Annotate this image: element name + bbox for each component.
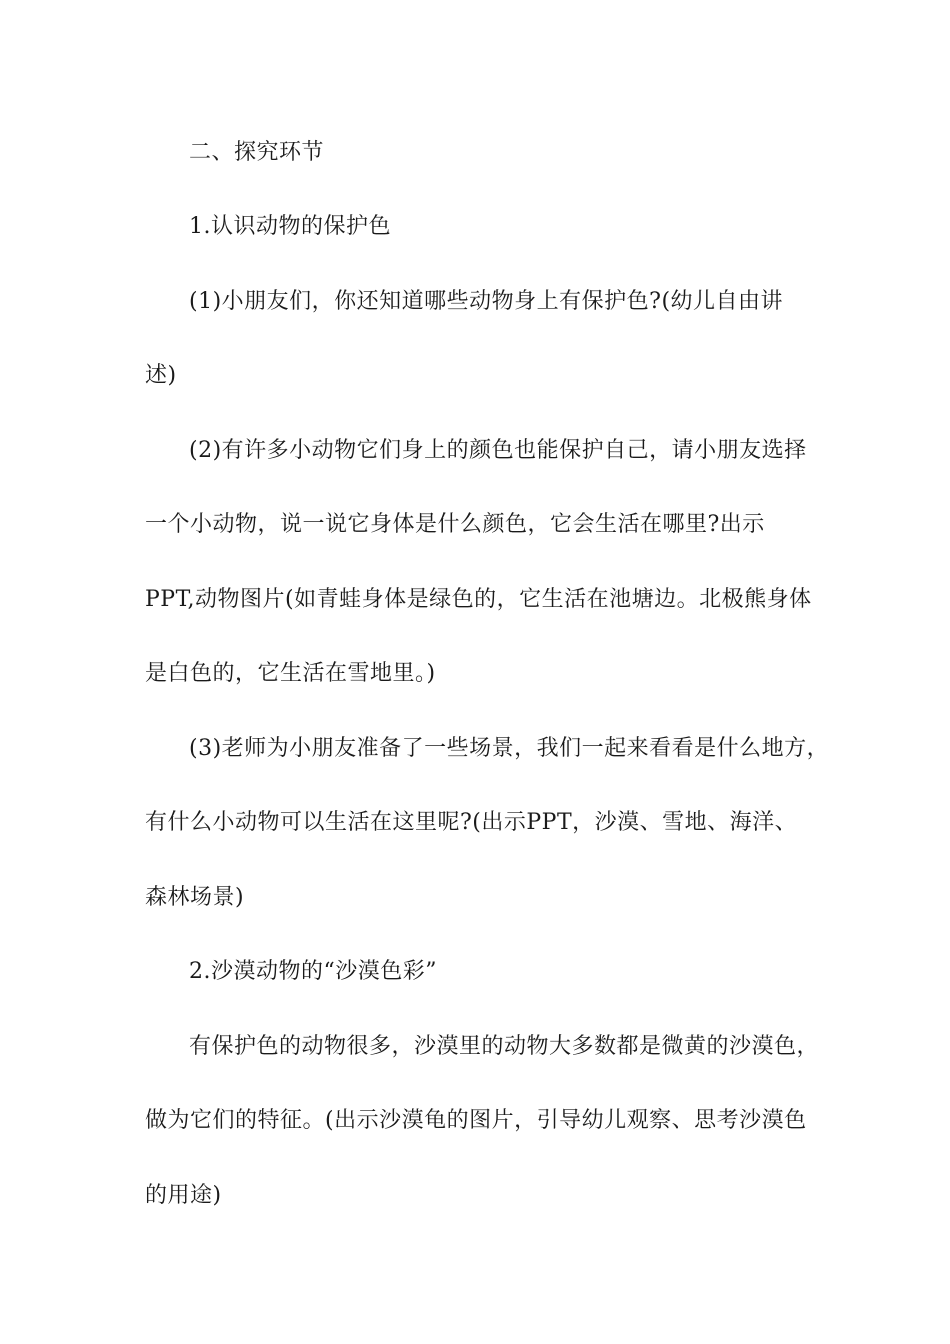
paragraph-line: 有什么小动物可以生活在这里呢?(出示PPT，沙漠、雪地、海洋、: [145, 810, 798, 835]
paragraph-line: 有保护色的动物很多，沙漠里的动物大多数都是微黄的沙漠色，: [189, 1034, 820, 1059]
paragraph-line: 述): [145, 363, 177, 388]
paragraph-line: (1)小朋友们，你还知道哪些动物身上有保护色?(幼儿自由讲: [189, 289, 784, 314]
paragraph-line: 是白色的，它生活在雪地里。): [145, 661, 436, 686]
paragraph-line: PPT,动物图片(如青蛙身体是绿色的，它生活在池塘边。北极熊身体: [145, 587, 812, 612]
paragraph-line: (3)老师为小朋友准备了一些场景，我们一起来看看是什么地方，: [189, 736, 830, 761]
section-heading: 二、探究环节: [189, 140, 325, 165]
subsection-heading: 1.认识动物的保护色: [189, 214, 391, 239]
paragraph-line: 的用途): [145, 1183, 222, 1208]
paragraph-line: 一个小动物，说一说它身体是什么颜色，它会生活在哪里?出示: [145, 512, 765, 537]
subsection-heading: 2.沙漠动物的“沙漠色彩”: [189, 959, 437, 984]
paragraph-line: 做为它们的特征。(出示沙漠龟的图片，引导幼儿观察、思考沙漠色: [145, 1108, 807, 1133]
paragraph-line: 森林场景): [145, 885, 245, 910]
paragraph-line: (2)有许多小动物它们身上的颜色也能保护自己，请小朋友选择: [189, 438, 807, 463]
